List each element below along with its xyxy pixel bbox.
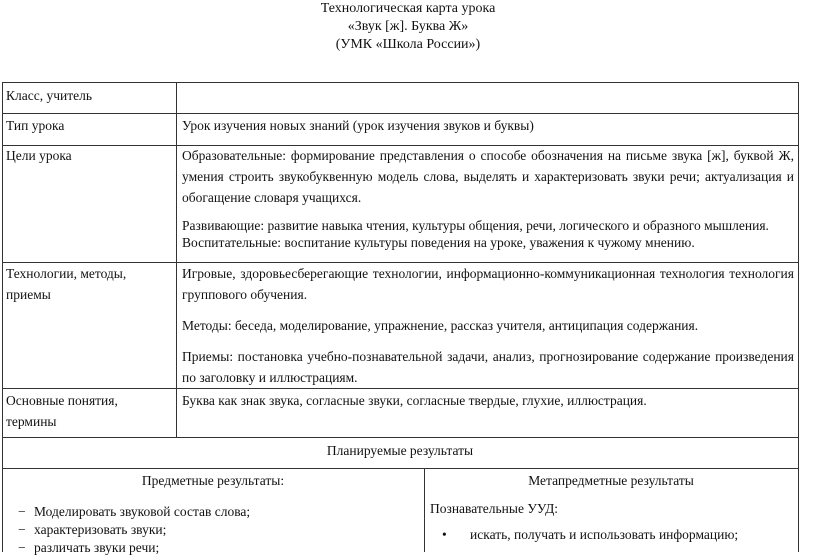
dash-bullet: − — [18, 504, 26, 519]
subject-results-title: Предметные результаты: — [141, 473, 285, 488]
row-value-lesson-type: Урок изучения новых знаний (урок изучения звуков и буквы) — [182, 118, 534, 133]
cognitive-uud-label: Познавательные УУД: — [430, 501, 559, 516]
list-item — [6, 521, 420, 539]
dash-bullet: − — [18, 522, 26, 537]
row-divider — [2, 468, 798, 469]
row-divider — [2, 82, 798, 83]
goal-developmental: Развивающие: развитие навыка чтения, культуры общения, речи, логического и образного мышления. — [182, 218, 769, 233]
row-label-lesson-type: Тип урока — [6, 118, 65, 133]
meta-results-title: Метапредметные результаты — [528, 473, 694, 488]
list-item — [6, 539, 420, 557]
subject-results-list — [6, 503, 420, 557]
table-right-border — [798, 82, 799, 552]
list-item — [6, 503, 420, 521]
row-value-lesson-goals — [182, 145, 794, 252]
list-item-text: Моделировать звуковой состав слова; — [34, 504, 251, 519]
column-divider — [176, 82, 177, 437]
row-divider — [2, 113, 798, 114]
row-value-key-concepts: Буква как знак звука, согласные звуки, согласные твердые, глухие, иллюстрация. — [182, 393, 647, 408]
dash-bullet: − — [18, 540, 26, 555]
technologies-text: Игровые, здоровьесберегающие технологии, информационно-коммуникационная технология технология группового обучения. — [182, 266, 794, 302]
dot-bullet: • — [442, 527, 447, 542]
row-label-lesson-goals: Цели урока — [6, 148, 72, 163]
goal-educational: Образовательные: формирование представления о способе обозначения на письме звука [ж], буквой Ж, умения строить звукобуквенную модель слова, выделять и характеризовать звуки речи; актуализация и обогащение словаря учащихся. — [182, 148, 794, 205]
label-key-concepts-line1: Основные понятия, — [6, 393, 118, 408]
goal-upbringing: Воспитательные: воспитание культуры поведения на уроке, уважения к чужому мнению. — [182, 235, 695, 250]
row-label-technologies — [6, 263, 172, 305]
techniques-text: Приемы: постановка учебно-познавательной задачи, анализ, прогнозирование содержание произведения по заголовку и иллюстрациям. — [182, 349, 794, 385]
list-item-text: характеризовать звуки; — [34, 522, 167, 537]
list-item — [428, 526, 794, 544]
label-key-concepts-line2: термины — [6, 414, 57, 429]
label-technologies-line1: Технологии, методы, — [6, 266, 127, 281]
row-divider — [2, 388, 798, 389]
label-technologies-line2: приемы — [6, 287, 51, 302]
row-label-key-concepts — [6, 390, 172, 432]
row-divider — [2, 437, 798, 438]
meta-results-list — [428, 526, 794, 544]
planned-results-heading: Планируемые результаты — [326, 443, 474, 458]
list-item-text: различать звуки речи; — [34, 540, 160, 555]
row-label-class-teacher: Класс, учитель — [6, 88, 93, 103]
row-value-technologies — [182, 263, 794, 388]
curriculum-name: (УМК «Школа России») — [335, 37, 481, 52]
list-item-text: искать, получать и использовать информацию; — [470, 527, 739, 542]
methods-text: Методы: беседа, моделирование, упражнение, рассказ учителя, антиципация содержания. — [182, 318, 699, 333]
lesson-topic: «Звук [ж]. Буква Ж» — [347, 19, 469, 34]
document-title: Технологическая карта урока — [320, 1, 496, 16]
